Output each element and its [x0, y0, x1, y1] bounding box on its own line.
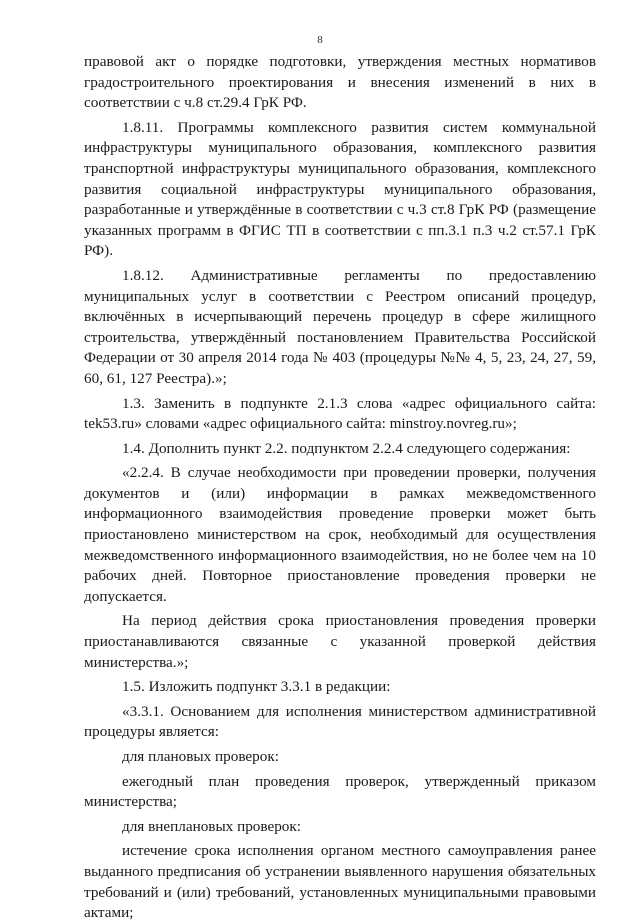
paragraph-1-8-12: 1.8.12. Административные регламенты по предоставлению муниципальных услуг в соответствии с Реестром описаний процедур, включённых в исчерпывающий перечень процедур в сфере жилищного строительства, утверждённый постановлением Правительства Российской Федерации от 30 апреля 2014 года № 403 (процедуры №№ 4, 5, 23, 24, 27, 59, 60, 61, 127 Реестра).»; [84, 266, 596, 387]
paragraph-unplanned-checks: для внеплановых проверок: [122, 817, 301, 835]
paragraph-3-3-1: «3.3.1. Основанием для исполнения министерством административной процедуры является: [84, 702, 596, 741]
paragraph-continuation: правовой акт о порядке подготовки, утверждения местных нормативов градостроительного проектирования и внесения изменений в них в соответствии с ч.8 ст.29.4 ГрК РФ. [84, 53, 596, 112]
document-body [84, 52, 596, 924]
paragraph-expiry: истечение срока исполнения органом местного самоуправления ранее выданного предписания об устранении выявленного нарушения обязательных требований и (или) требований, установленных муниципальными правовыми актами; [84, 842, 596, 922]
paragraph-1-5: 1.5. Изложить подпункт 3.3.1 в редакции: [122, 678, 391, 696]
paragraph-1-8-11: 1.8.11. Программы комплексного развития систем коммунальной инфраструктуры муниципального образования, комплексного развития транспортной инфраструктуры муниципального образования, комплексного развития социальной инфраструктуры муниципального образования, разработанные и утверждённые в соответствии с ч.3 ст.8 ГрК РФ (размещение указанных программ в ФГИС ТП в соответствии с пп.3.1 п.3 ч.2 ст.57.1 ГрК РФ). [84, 118, 596, 260]
paragraph-1-4: 1.4. Дополнить пункт 2.2. подпунктом 2.2.4 следующего содержания: [122, 439, 571, 457]
page-number: 8 [317, 34, 323, 46]
paragraph-1-3: 1.3. Заменить в подпункте 2.1.3 слова «адрес официального сайта: tek53.ru» словами «адрес официального сайта: minstroy.novreg.ru»; [84, 394, 596, 433]
paragraph-2-2-4: «2.2.4. В случае необходимости при проведении проверки, получения документов и (или) информации в рамках межведомственного информационного взаимодействия проведение проверки может быть приостановлено министерством на срок, необходимый для осуществления межведомственного информационного взаимодействия, но не более чем на 10 рабочих дней. Повторное приостановление проведения проверки не допускается. [84, 464, 596, 605]
paragraph-planned-checks: для плановых проверок: [122, 748, 279, 765]
paragraph-annual-plan: ежегодный план проведения проверок, утвержденный приказом министерства; [84, 772, 596, 811]
paragraph-suspension-period: На период действия срока приостановления проведения проверки приостанавливаются связанные с указанной проверкой действия министерства.»; [84, 612, 596, 671]
